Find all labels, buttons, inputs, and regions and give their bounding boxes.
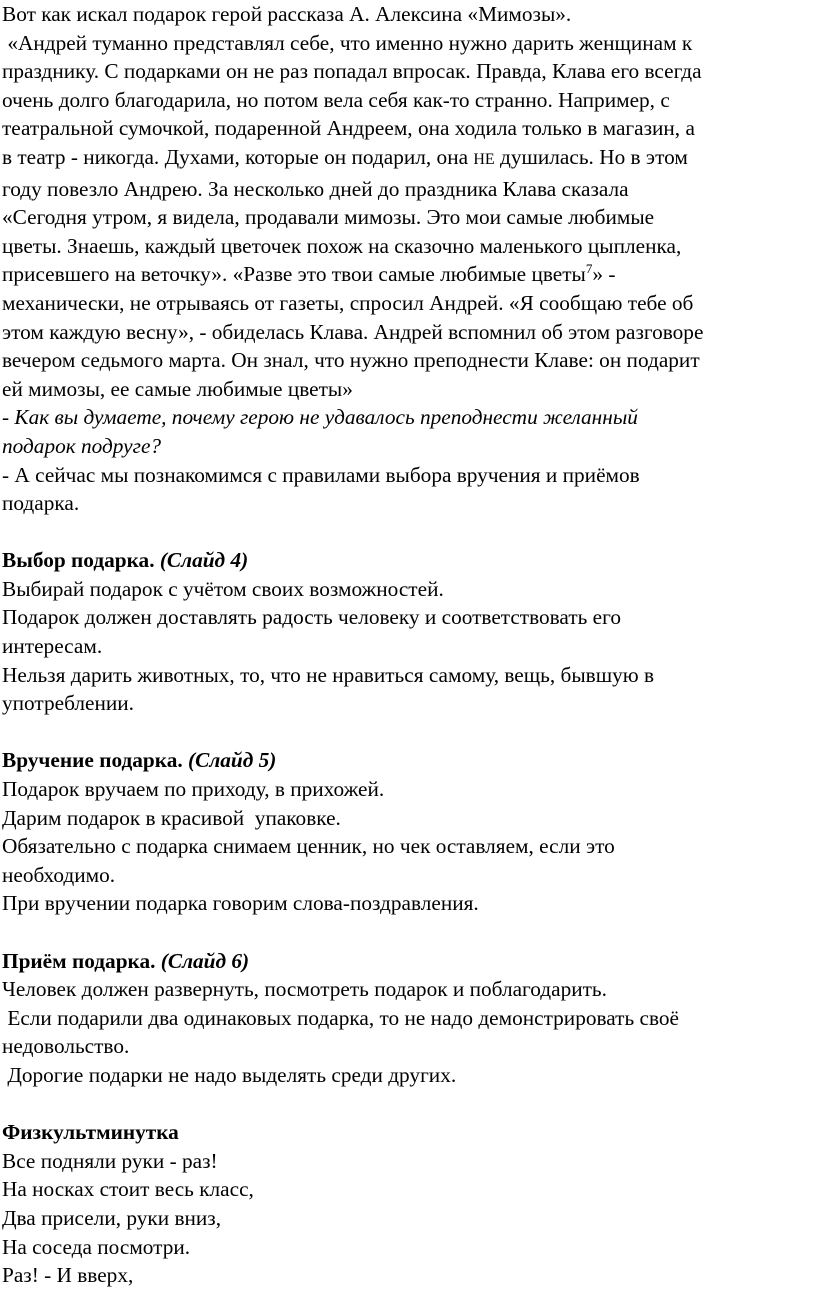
quote-line-start: присевшего на веточку». «Разве это твои самые любимые цветы [2,262,586,287]
question-line [2,403,802,432]
slide-reference: (Слайд 4) [154,548,249,573]
question-text: Как вы думаете, почему герою не удавалось преподнести желанный [14,405,638,430]
section-heading [2,947,802,976]
spacer [2,518,802,547]
quote-line: «Сегодня утром, я видела, продавали мимозы. Это мои самые любимые [2,205,655,230]
quote-line: «Андрей туманно представлял себе, что именно нужно дарить женщинам к [2,30,693,55]
poem-line: Все подняли руки - раз! [2,1148,218,1173]
quote-line: механически, не отрываясь от газеты, спросил Андрей. «Я сообщаю тебе об [2,290,694,315]
section-title-dot: . [177,748,183,773]
quote-line-end: » - [592,262,616,287]
section-title-dot: . [150,948,156,973]
section-line: интересам. [2,634,103,659]
question-line: подарок подруге? [2,433,162,458]
footnote-marker: 7 [585,261,593,277]
quote-line [2,260,802,289]
poem-line: На носках стоит весь класс, [2,1177,254,1202]
section-title: Вручение подарка [2,748,178,773]
section-heading [2,746,802,775]
section-title-dot: . [149,548,155,573]
quote-line-start: в театр - никогда. Духами, которые он подарил, она [2,144,474,169]
section-choose-gift [2,546,802,718]
section-line: Подарок должен доставлять радость человеку и соответствовать его [2,605,621,630]
poem-line: На соседа посмотри. [2,1234,191,1259]
section-line: Если подарили два одинаковых подарка, то не надо демонстрировать своё [2,1005,679,1030]
intro-paragraph [2,0,802,518]
section-line: употреблении. [2,691,134,716]
section-line: Нельзя дарить животных, то, что не нравиться самому, вещь, бывшую в [2,662,655,687]
quote-line: театральной сумочкой, подаренной Андреем, она ходила только в магазин, а [2,116,695,141]
spacer [2,1090,802,1119]
quote-line: празднику. С подарками он не раз попадал впросак. Правда, Клава его всегда [2,59,702,84]
poem-line: Раз! - И вверх, [2,1263,134,1288]
section-line: Подарок вручаем по приходу, в прихожей. [2,777,385,802]
section-line: Выбирай подарок с учётом своих возможностей. [2,576,444,601]
section-line: Обязательно с подарка снимаем ценник, но чек оставляем, если это [2,834,615,859]
slide-reference: (Слайд 6) [155,948,250,973]
section-title: Приём подарка [2,948,151,973]
section-line: Дарим подарок в красивой упаковке. [2,805,341,830]
section-line: необходимо. [2,862,116,887]
section-title: Выбор подарка [2,548,150,573]
section-title: Физкультминутка [2,1120,179,1145]
document-page [2,0,802,1290]
quote-line: очень долго благодарила, но потом вела себя как-то странно. Например, с [2,87,670,112]
transition-line: - А сейчас мы познакомимся с правилами выбора вручения и приёмов [2,462,640,487]
slide-reference: (Слайд 5) [182,748,277,773]
quote-line-end: душилась. Но в этом [494,144,688,169]
quote-line-ne: НЕ [473,150,495,168]
spacer [2,918,802,947]
section-line: При вручении подарка говорим слова-поздравления. [2,891,479,916]
spacer [2,718,802,747]
question-dash: - [2,405,15,430]
quote-line: этом каждую весну», - обиделась Клава. Андрей вспомнил об этом разговоре [2,319,704,344]
section-present-gift [2,746,802,918]
quote-line: ей мимозы, ее самые любимые цветы» [2,376,353,401]
section-receive-gift [2,947,802,1090]
section-line: Дорогие подарки не надо выделять среди других. [2,1062,457,1087]
intro-first-line: Вот как искал подарок герой рассказа А. Алексина «Мимозы». [2,2,572,26]
quote-line: годy повезло Андрею. За несколько дней до праздника Клава сказала [2,176,629,201]
quote-line: цветы. Знаешь, каждый цветочек похож на сказочно маленького цыпленка, [2,233,682,258]
quote-line: вечером седьмого марта. Он знал, что нужно преподнести Клаве: он подарит [2,348,700,373]
section-line: Человек должен развернуть, посмотреть подарок и поблагодарить. [2,977,607,1002]
transition-line: подарка. [2,491,80,516]
section-line: недовольство. [2,1034,130,1059]
poem-line: Два присели, руки вниз, [2,1205,222,1230]
section-exercise [2,1118,802,1290]
quote-line [2,143,802,175]
section-heading [2,546,802,575]
